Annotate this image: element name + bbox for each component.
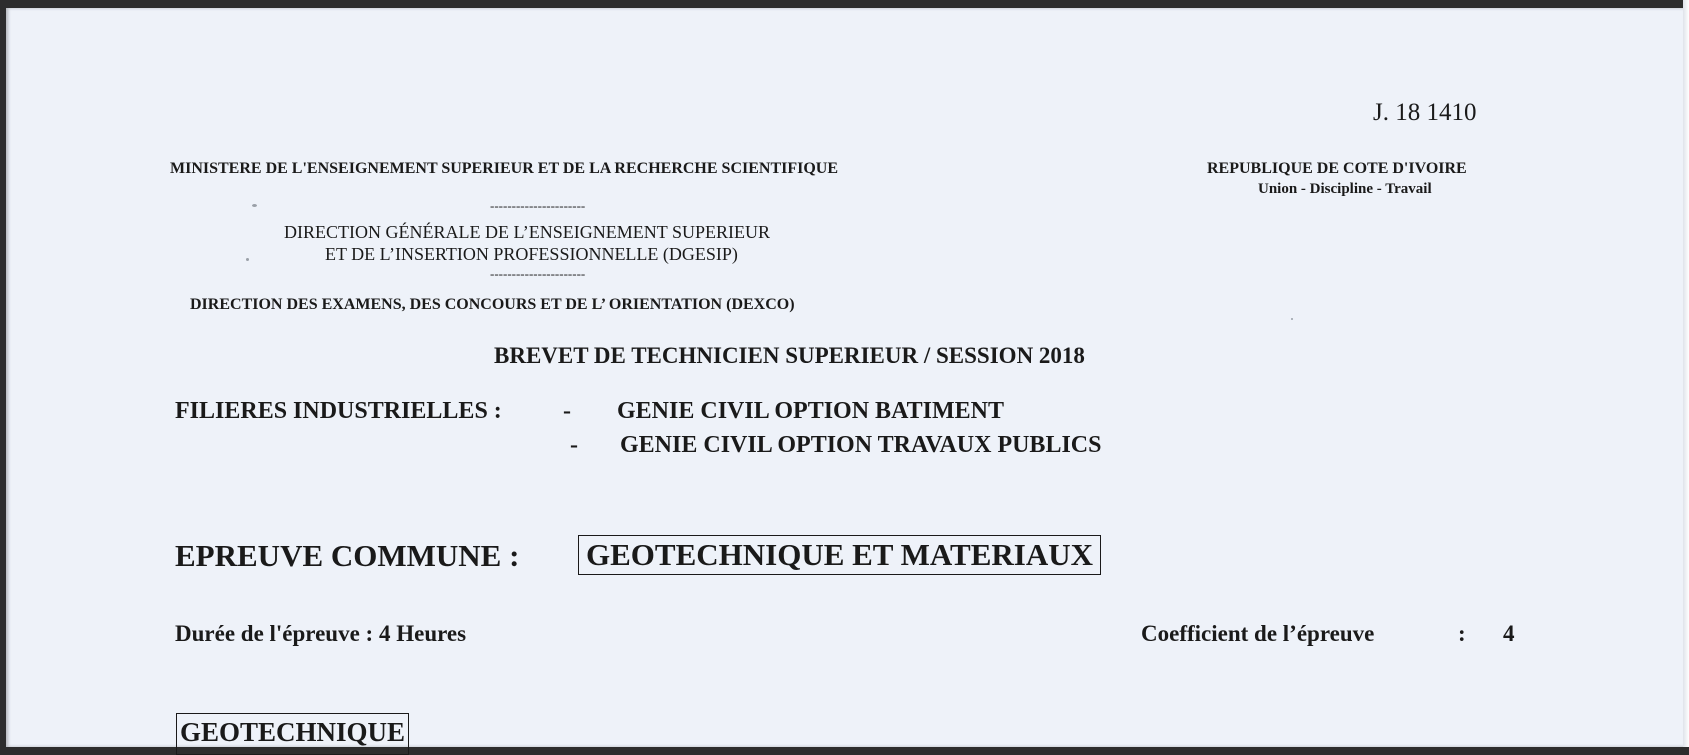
document-reference: J. 18 1410 [1373,99,1477,126]
filieres-label: FILIERES INDUSTRIELLES : [175,398,502,424]
coefficient-label: Coefficient de l’épreuve [1141,621,1375,646]
option-batiment: GENIE CIVIL OPTION BATIMENT [617,398,1004,424]
epreuve-subject-box: GEOTECHNIQUE ET MATERIAUX [578,535,1101,575]
direction-examens: DIRECTION DES EXAMENS, DES CONCOURS ET DE L’ ORIENTATION (DEXCO) [190,296,795,313]
coefficient-value: 4 [1503,621,1515,646]
scan-speck [1291,318,1293,320]
epreuve-label: EPREUVE COMMUNE : [175,538,520,573]
scan-speck [252,204,257,207]
separator-line: ---------------------- [490,198,586,213]
scan-edge [1683,0,1689,747]
national-motto: Union - Discipline - Travail [1258,181,1432,197]
separator-line: ---------------------- [490,266,586,281]
republic-heading: REPUBLIQUE DE COTE D'IVOIRE [1207,160,1467,177]
exam-duration: Durée de l'épreuve : 4 Heures [175,621,467,646]
direction-generale-line-2: ET DE L’INSERTION PROFESSIONNELLE (DGESIP) [325,244,738,264]
direction-generale-line-1: DIRECTION GÉNÉRALE DE L’ENSEIGNEMENT SUPERIEUR [284,222,770,242]
option-bullet: - [563,398,571,424]
ministry-heading: MINISTERE DE L'ENSEIGNEMENT SUPERIEUR ET DE LA RECHERCHE SCIENTIFIQUE [170,160,839,177]
option-travaux-publics: GENIE CIVIL OPTION TRAVAUX PUBLICS [620,432,1102,458]
option-bullet: - [570,432,578,458]
exam-title: BREVET DE TECHNICIEN SUPERIEUR / SESSION 2018 [494,343,1085,368]
coefficient-colon: : [1458,621,1466,646]
section-title-box: GEOTECHNIQUE [176,713,409,755]
scan-speck [246,258,249,261]
